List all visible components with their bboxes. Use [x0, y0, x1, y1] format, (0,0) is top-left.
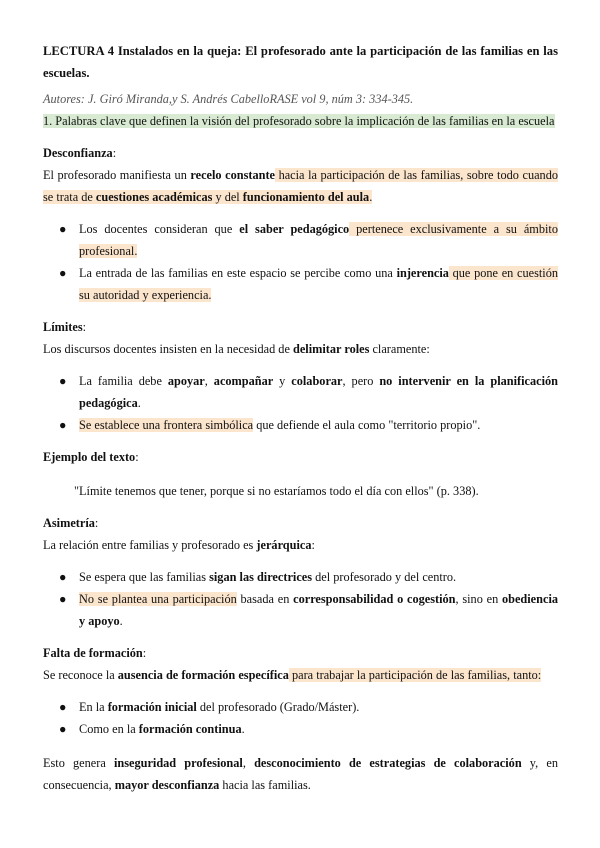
bullet-icon: ●	[59, 266, 67, 280]
section-limites	[43, 316, 558, 436]
paragraph: Los discursos docentes insisten en la necesidad de delimitar roles claramente:	[43, 342, 430, 356]
list-item: ● Como en la formación continua.	[43, 718, 558, 740]
subtitle	[43, 110, 558, 132]
closing-paragraph: Esto genera inseguridad profesional, desconocimiento de estrategias de colaboración y, en consecuencia, mayor desconfianza hacia las familias.	[43, 756, 558, 792]
bullet-icon: ●	[59, 222, 67, 236]
bullet-icon: ●	[59, 418, 67, 432]
paragraph: Se reconoce la ausencia de formación específica para trabajar la participación de las familias, tanto:	[43, 668, 542, 682]
list-item: ● En la formación inicial del profesorado (Grado/Máster).	[43, 696, 558, 718]
bullet-icon: ●	[59, 592, 67, 606]
bullet-list	[43, 566, 558, 632]
list-item: ● Se establece una frontera simbólica que defiende el aula como "territorio propio".	[43, 414, 558, 436]
list-item: ● Se espera que las familias sigan las directrices del profesorado y del centro.	[43, 566, 558, 588]
section-asimetria	[43, 512, 558, 632]
section-heading: Falta de formación:	[43, 646, 147, 660]
authors-line: Autores: J. Giró Miranda,y S. Andrés CabelloRASE vol 9, núm 3: 334-345.	[43, 92, 414, 106]
document-page	[43, 40, 558, 796]
bullet-list	[43, 370, 558, 436]
bullet-icon: ●	[59, 722, 67, 736]
bullet-icon: ●	[59, 374, 67, 388]
section-heading: Límites:	[43, 320, 87, 334]
closing-section	[43, 752, 558, 796]
section-ejemplo	[43, 446, 558, 502]
subtitle-text: 1. Palabras clave que definen la visión del profesorado sobre la implicación de las familias en la escuela	[43, 114, 555, 128]
section-heading: Desconfianza:	[43, 146, 117, 160]
bullet-list	[43, 218, 558, 306]
paragraph: El profesorado manifiesta un recelo constante hacia la participación de las familias, sobre todo cuando se trata de cuestiones académicas y del funcionamiento del aula.	[43, 168, 558, 204]
list-item: ● La entrada de las familias en este espacio se percibe como una injerencia que pone en cuestión su autoridad y experiencia.	[43, 262, 558, 306]
section-desconfianza	[43, 142, 558, 306]
section-heading: Asimetría:	[43, 516, 99, 530]
section-falta-formacion	[43, 642, 558, 740]
document-title: LECTURA 4 Instalados en la queja: El profesorado ante la participación de las familias en las escuelas.	[43, 44, 558, 80]
list-item: ● No se plantea una participación basada en corresponsabilidad o cogestión, sino en obediencia y apoyo.	[43, 588, 558, 632]
bullet-icon: ●	[59, 700, 67, 714]
list-item: ● La familia debe apoyar, acompañar y colaborar, pero no intervenir en la planificación pedagógica.	[43, 370, 558, 414]
bullet-list	[43, 696, 558, 740]
bullet-icon: ●	[59, 570, 67, 584]
paragraph: La relación entre familias y profesorado es jerárquica:	[43, 538, 315, 552]
list-item: ● Los docentes consideran que el saber pedagógico pertenece exclusivamente a su ámbito profesional.	[43, 218, 558, 262]
section-heading: Ejemplo del texto:	[43, 450, 139, 464]
quote: "Límite tenemos que tener, porque si no estaríamos todo el día con ellos" (p. 338).	[74, 484, 479, 498]
